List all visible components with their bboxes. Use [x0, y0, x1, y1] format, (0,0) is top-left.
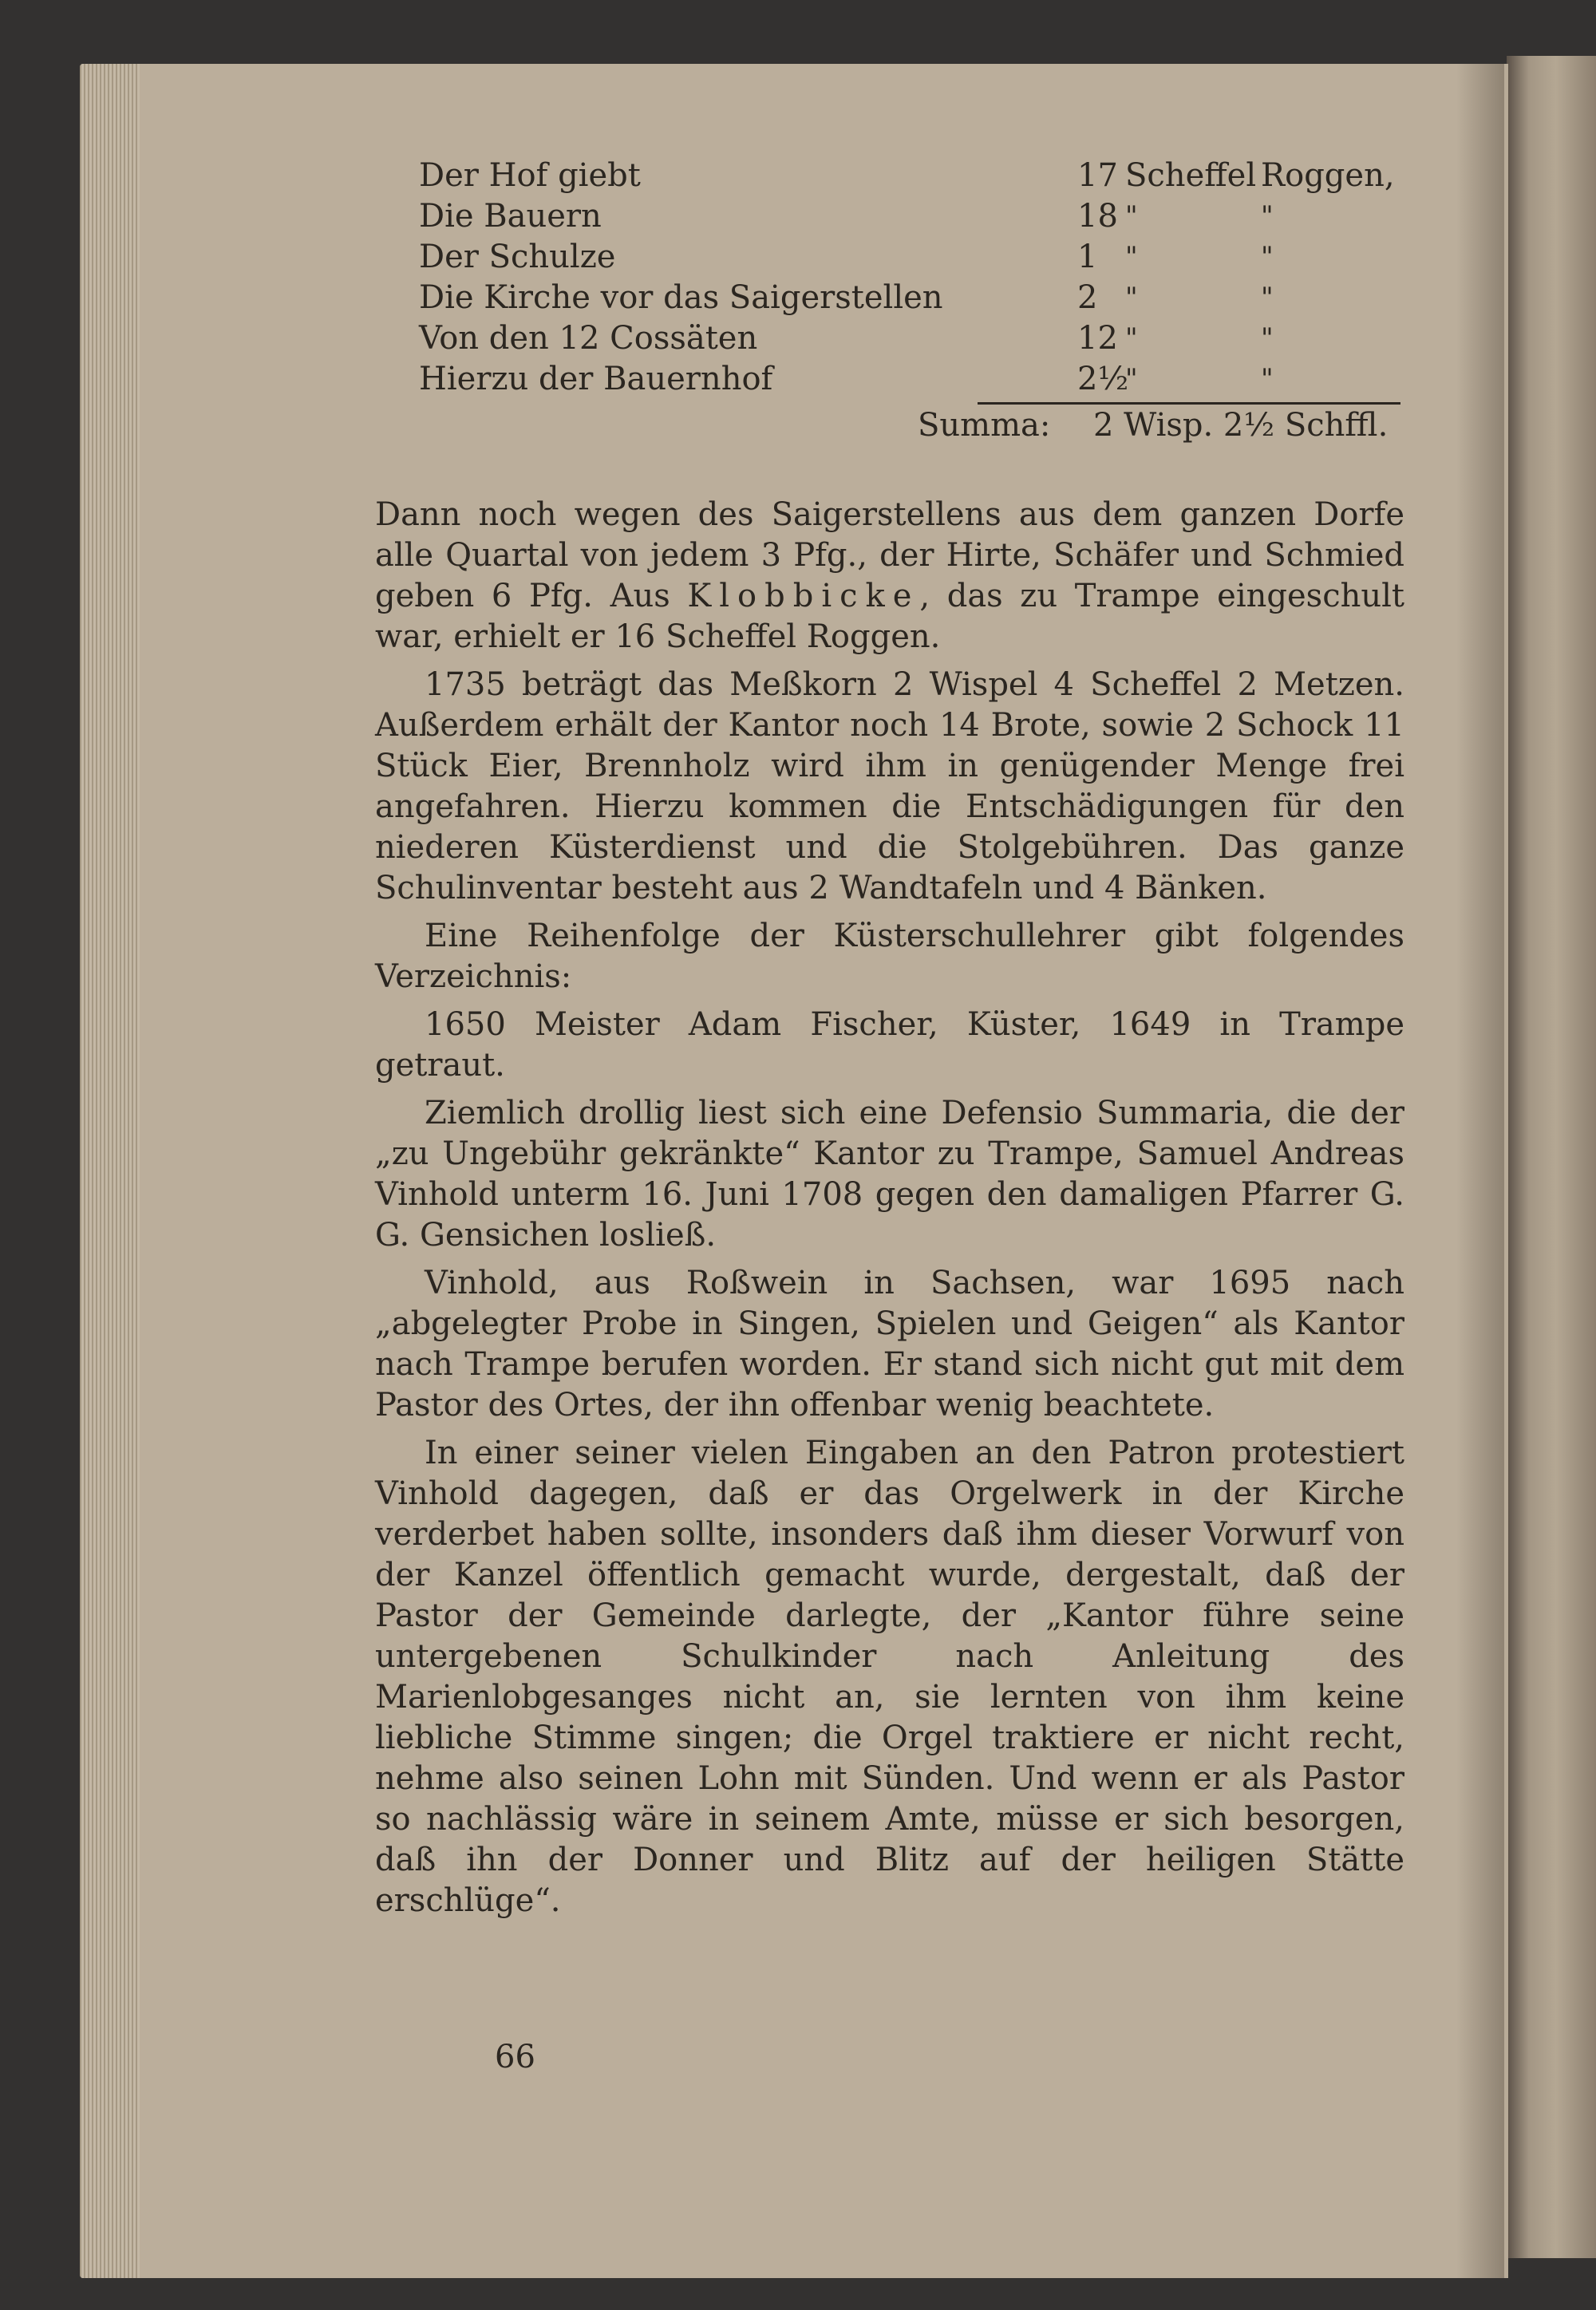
spaced-place-name: Klobbicke — [687, 578, 920, 614]
body-text — [375, 495, 1404, 1929]
row-unit-ditto: " — [1125, 282, 1138, 314]
row-label: Der Schulze — [419, 239, 616, 275]
row-unit: Scheffel — [1125, 157, 1257, 194]
row-label: Von den 12 Cossäten — [419, 320, 758, 357]
row-grain-ditto: " — [1261, 200, 1274, 232]
table-row — [419, 237, 1400, 278]
row-number: 18 — [1077, 198, 1118, 235]
paragraph: Ziemlich drollig liest sich eine Defensio Summaria, die der „zu Ungebühr gekränkte“ Kantor zu Trampe, Samuel Andreas Vinhold unterm 16. Juni 1708 gegen den damaligen Pfarrer G. G. Gensichen losließ. — [375, 1095, 1404, 1254]
sum-value: 2 Wisp. 2½ Schffl. — [1093, 407, 1389, 444]
table-row — [419, 318, 1400, 359]
row-unit-ditto: " — [1125, 241, 1138, 273]
row-label: Der Hof giebt — [419, 157, 641, 194]
paragraph — [375, 495, 1404, 657]
grain-contribution-table — [419, 156, 1400, 400]
page-number: 66 — [495, 2039, 535, 2075]
row-label: Hierzu der Bauernhof — [419, 361, 773, 397]
row-label: Die Bauern — [419, 198, 602, 235]
paragraph: 1735 beträgt das Meßkorn 2 Wispel 4 Scheffel 2 Metzen. Außerdem erhält der Kantor noch 14 Brote, sowie 2 Schock 11 Stück Eier, Brennholz wird ihm in genügender Menge frei angefahren. Hierzu kommen die Entschädigungen für den niederen Küsterdienst und die Stolgebühren. Das ganze Schulinventar besteht aus 2 Wandtafeln und 4 Bänken. — [375, 666, 1404, 906]
sum-row — [918, 402, 1404, 448]
paragraph-text: Dann noch wegen des Saigerstellens aus dem ganzen Dorfe alle Quartal von jedem 3 Pfg., der Hirte, Schäfer und Schmied geben 6 Pfg. Aus — [375, 496, 1404, 614]
row-number: 2 — [1077, 279, 1098, 316]
row-grain-ditto: " — [1261, 322, 1274, 354]
paragraph: In einer seiner vielen Eingaben an den Patron protestiert Vinhold dagegen, daß er das Orgelwerk in der Kirche verderbet haben sollte, insonders daß ihm dieser Vorwurf von der Kanzel öffentlich gemacht wurde, dergestalt, daß der Pastor der Gemeinde darlegte, der „Kantor führe seine untergebenen Schulkinder nach Anleitung des Marienlobgesanges nicht an, sie lernten von ihm keine liebliche Stimme singen; die Orgel traktiere er nicht recht, nehme also seinen Lohn mit Sünden. Und wenn er als Pastor so nachlässig wäre in seinem Amte, müsse er sich besorgen, daß ihn der Donner und Blitz auf der heiligen Stätte erschlüge“. — [375, 1435, 1404, 1919]
paragraph: Eine Reihenfolge der Küsterschullehrer gibt folgendes Verzeichnis: — [375, 918, 1404, 995]
row-grain-ditto: " — [1261, 241, 1274, 273]
paragraph: 1650 Meister Adam Fischer, Küster, 1649 in Trampe getraut. — [375, 1006, 1404, 1084]
sum-label: Summa: — [918, 407, 1051, 444]
row-grain-ditto: " — [1261, 282, 1274, 314]
gutter-shadow — [1456, 64, 1504, 2278]
row-unit-ditto: " — [1125, 322, 1138, 354]
row-number: 1 — [1077, 239, 1098, 275]
paragraph-text: , das zu Trampe eingeschult war, erhielt er 16 Scheffel Roggen. — [375, 578, 1404, 655]
row-number: 2½ — [1077, 361, 1129, 397]
row-number: 17 — [1077, 157, 1118, 194]
table-row — [419, 278, 1400, 318]
row-unit-ditto: " — [1125, 363, 1138, 395]
row-number: 12 — [1077, 320, 1118, 357]
table-row — [419, 196, 1400, 237]
row-grain-ditto: " — [1261, 363, 1274, 395]
table-row — [419, 359, 1400, 400]
row-unit-ditto: " — [1125, 200, 1138, 232]
facing-page-edge — [1507, 56, 1596, 2258]
row-label: Die Kirche vor das Saigerstellen — [419, 279, 943, 316]
row-grain: Roggen, — [1261, 157, 1395, 194]
paragraph: Vinhold, aus Roßwein in Sachsen, war 1695 nach „abgelegter Probe in Singen, Spielen und Geigen“ als Kantor nach Trampe berufen worden. Er stand sich nicht gut mit dem Pastor des Ortes, der ihn offenbar wenig beachtete. — [375, 1265, 1404, 1424]
table-row — [419, 156, 1400, 196]
page-fore-edge — [80, 64, 140, 2278]
